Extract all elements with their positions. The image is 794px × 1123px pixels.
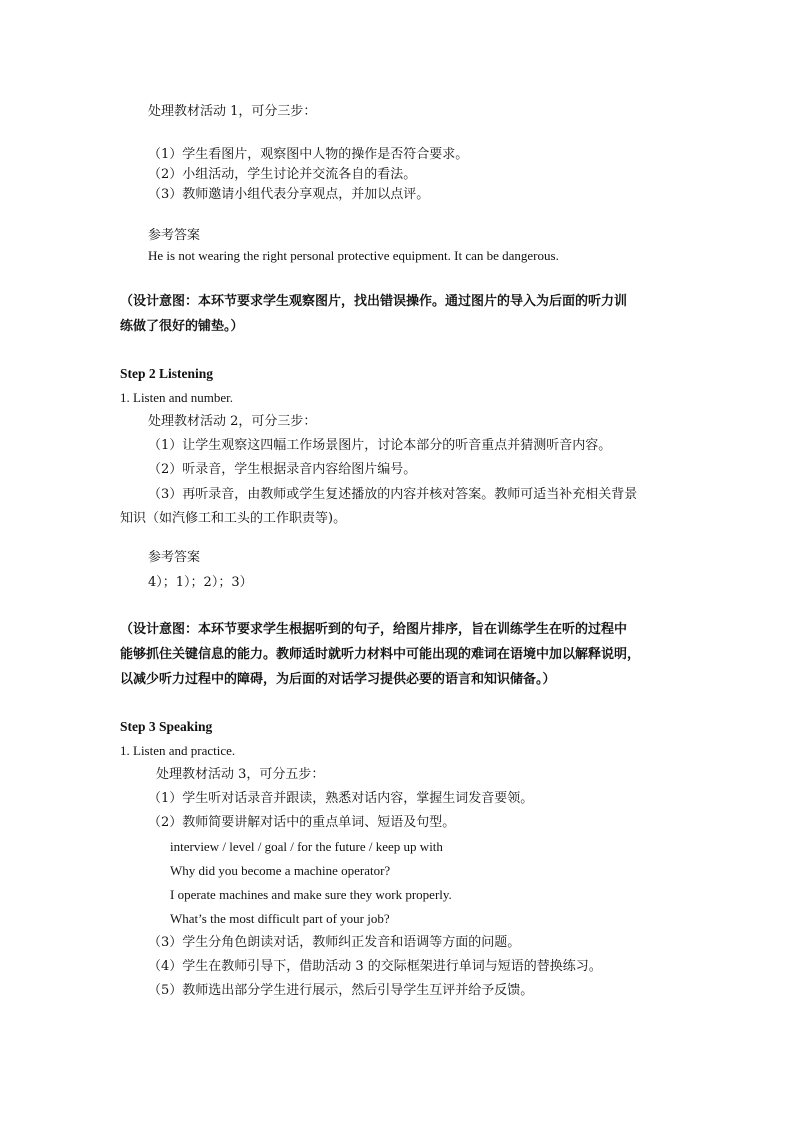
activity3-intro: 处理教材活动 3，可分五步： [156, 767, 325, 782]
activity3-step-5: （5）教师选出部分学生进行展示，然后引导学生互评并给予反馈。 [148, 983, 534, 998]
activity3-step-1: （1）学生听对话录音并跟读，熟悉对话内容，掌握生词发音要领。 [148, 791, 534, 806]
activity3-step-4: （4）学生在教师引导下，借助活动 3 的交际框架进行单词与短语的替换练习。 [148, 959, 602, 974]
activity2-step-1: （1）让学生观察这四幅工作场景图片，讨论本部分的听音重点并猜测听音内容。 [148, 438, 612, 453]
step3-task: 1. Listen and practice. [120, 743, 236, 758]
activity1-step-3: （3）教师邀请小组代表分享观点，并加以点评。 [148, 187, 430, 202]
activity3-example-1: interview / level / goal / for the future / keep up with [170, 839, 443, 854]
activity1-answer-label: 参考答案 [148, 228, 201, 243]
activity3-step-3: （3）学生分角色朗读对话，教师纠正发音和语调等方面的问题。 [148, 935, 521, 950]
activity2-intro: 处理教材活动 2，可分三步： [148, 414, 317, 429]
activity2-step-3-cont: 知识（如汽修工和工头的工作职责等)。 [120, 511, 347, 526]
activity3-example-4: What’s the most difficult part of your job? [170, 911, 390, 926]
step2-heading: Step 2 Listening [120, 366, 214, 381]
activity1-intro: 处理教材活动 1，可分三步： [148, 104, 317, 119]
activity2-step-3: （3）再听录音，由教师或学生复述播放的内容并核对答案。教师可适当补充相关背景 [148, 487, 638, 502]
activity2-answer-text: 4）；1）；2）；3） [148, 575, 253, 590]
activity3-step-2: （2）教师简要讲解对话中的重点单词、短语及句型。 [148, 815, 456, 830]
step3-heading: Step 3 Speaking [120, 719, 213, 734]
design-intent-2-line-1: （设计意图：本环节要求学生根据听到的句子，给图片排序，旨在训练学生在听的过程中 [120, 622, 628, 637]
step2-task: 1. Listen and number. [120, 390, 234, 405]
activity3-example-3: I operate machines and make sure they work properly. [170, 887, 452, 902]
design-intent-2-line-2: 能够抓住关键信息的能力。教师适时就听力材料中可能出现的难词在语境中加以解释说明， [120, 647, 641, 662]
design-intent-1-line-2: 练做了很好的铺垫。） [120, 319, 244, 334]
design-intent-2-line-3: 以减少听力过程中的障碍，为后面的对话学习提供必要的语言和知识储备。） [120, 672, 556, 687]
design-intent-1-line-1: （设计意图：本环节要求学生观察图片，找出错误操作。通过图片的导入为后面的听力训 [120, 294, 628, 309]
activity2-step-2: （2）听录音，学生根据录音内容给图片编号。 [148, 462, 417, 477]
activity2-answer-label: 参考答案 [148, 550, 201, 565]
activity3-example-2: Why did you become a machine operator? [170, 863, 391, 878]
activity1-step-1: （1）学生看图片，观察图中人物的操作是否符合要求。 [148, 147, 469, 162]
activity1-answer-text: He is not wearing the right personal protective equipment. It can be dangerous. [148, 248, 559, 263]
activity1-step-2: （2）小组活动，学生讨论并交流各自的看法。 [148, 167, 417, 182]
